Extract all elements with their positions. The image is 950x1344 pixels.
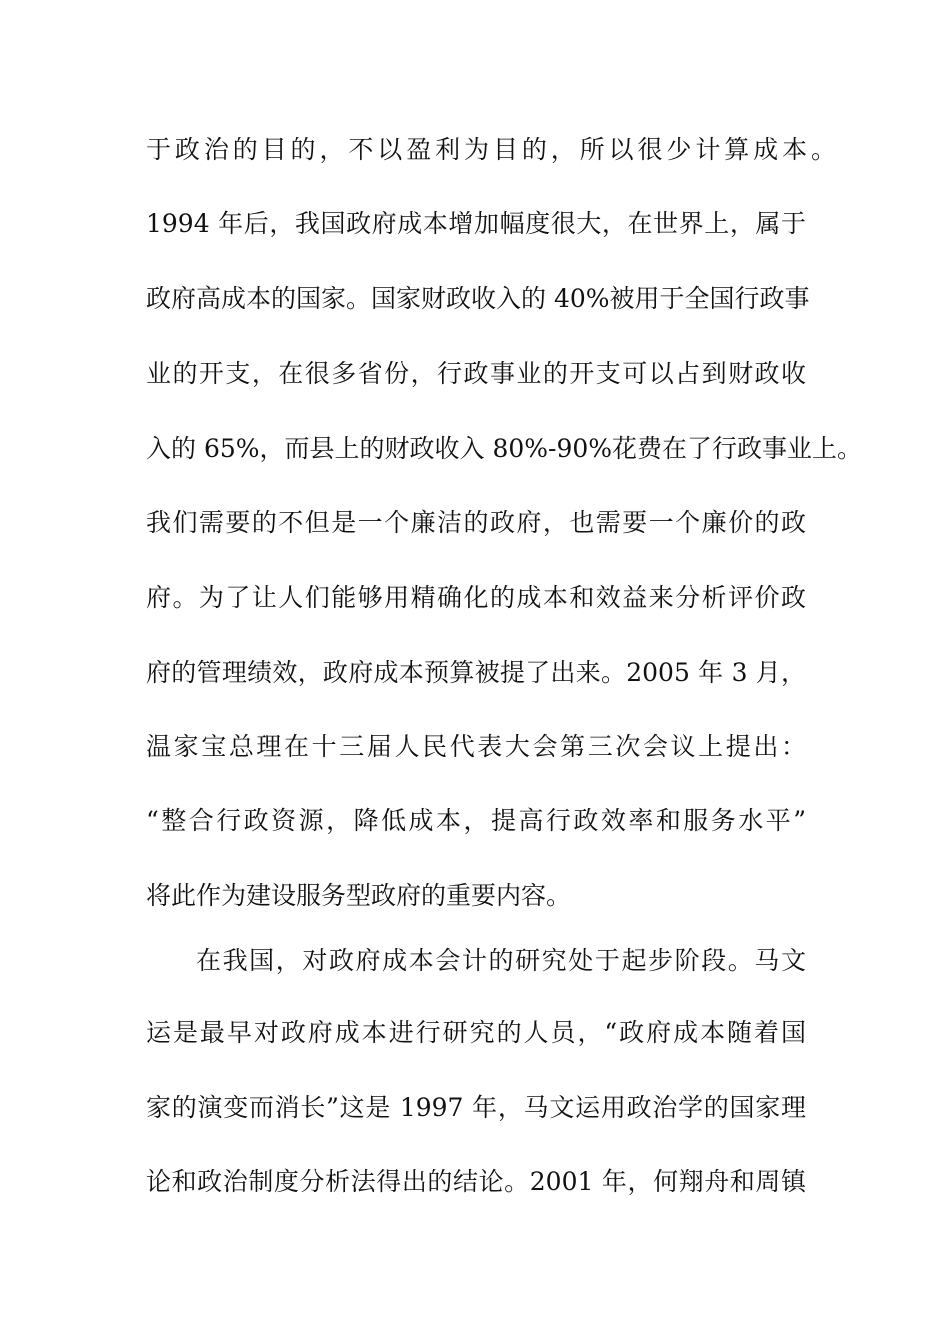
text-line: 政府高成本的国家。国家财政收入的 40%被用于全国行政事 xyxy=(146,284,810,313)
text-line: 我们需要的不但是一个廉洁的政府，也需要一个廉价的政 xyxy=(146,508,806,537)
paragraph-first-line: 在我国，对政府成本会计的研究处于起步阶段。马文 xyxy=(196,946,806,975)
text-line: 府的管理绩效，政府成本预算被提了出来。2005 年 3 月， xyxy=(146,658,806,687)
text-line: 业的开支，在很多省份，行政事业的开支可以占到财政收 xyxy=(146,359,806,388)
text-line: 将此作为建设服务型政府的重要内容。 xyxy=(146,881,572,910)
text-line: “整合行政资源，降低成本，提高行政效率和服务水平” xyxy=(146,806,806,835)
text-line: 府。为了让人们能够用精确化的成本和效益来分析评价政 xyxy=(146,583,806,612)
text-line: 于政治的目的，不以盈利为目的，所以很少计算成本。 xyxy=(146,135,836,164)
text-line: 运是最早对政府成本进行研究的人员，“政府成本随着国 xyxy=(146,1018,806,1047)
text-line: 温家宝总理在十三届人民代表大会第三次会议上提出： xyxy=(146,732,806,761)
text-line: 家的演变而消长”这是 1997 年，马文运用政治学的国家理 xyxy=(146,1093,806,1122)
text-line: 1994 年后，我国政府成本增加幅度很大，在世界上，属于 xyxy=(146,209,806,238)
text-line: 入的 65%，而县上的财政收入 80%-90%花费在了行政事业上。 xyxy=(146,434,863,463)
text-line: 论和政治制度分析法得出的结论。2001 年，何翔舟和周镇 xyxy=(146,1167,806,1196)
